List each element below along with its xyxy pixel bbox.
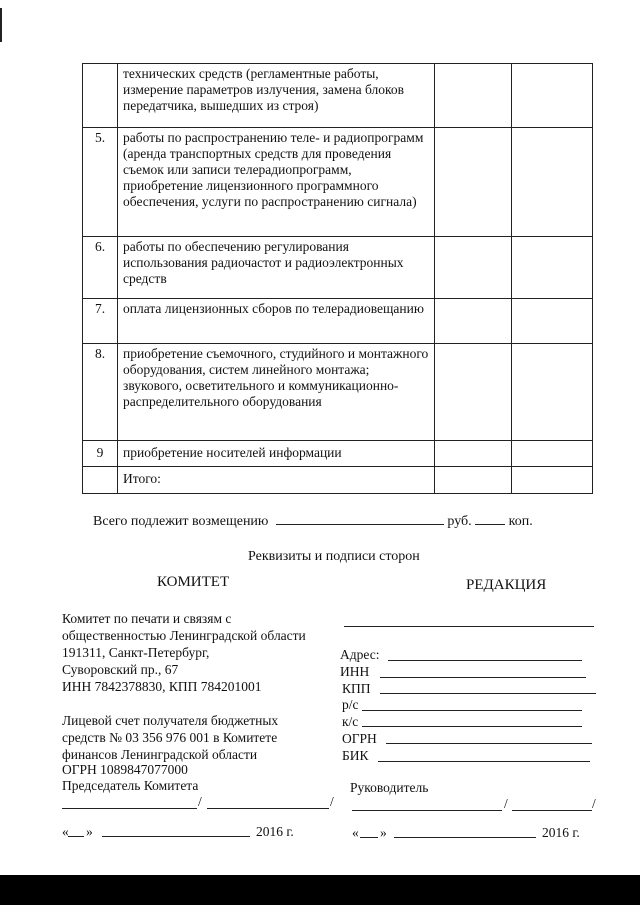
committee-account-line1: Лицевой счет получателя бюджетных <box>62 713 279 728</box>
editorial-rs-label: р/с <box>342 697 359 712</box>
editorial-inn-label: ИНН <box>340 664 370 679</box>
committee-date-close-quote: » <box>86 824 93 839</box>
table-row <box>83 441 593 467</box>
committee-address-line1: 191311, Санкт-Петербург, <box>62 645 210 660</box>
total-kop-blank[interactable] <box>475 512 505 525</box>
total-label: Всего подлежит возмещению <box>93 514 269 529</box>
row-amount-cell <box>512 128 593 237</box>
signature-slash: / <box>592 796 596 811</box>
committee-name-line2: общественностью Ленинградской области <box>62 628 306 643</box>
committee-date-month-line[interactable] <box>102 836 250 837</box>
table-row <box>83 467 593 494</box>
editorial-ks-label: к/с <box>342 714 359 729</box>
editorial-signature-line[interactable] <box>352 810 502 811</box>
requisites-title: Реквизиты и подписи сторон <box>248 549 420 564</box>
table-row <box>83 237 593 299</box>
row-description: оплата лицензионных сборов по телерадиовещанию <box>118 299 435 344</box>
row-amount-cell <box>512 467 593 494</box>
editorial-date-close-quote: » <box>380 825 387 840</box>
signature-slash: / <box>504 796 508 811</box>
row-amount-cell <box>512 299 593 344</box>
editorial-bik-label: БИК <box>342 748 369 763</box>
row-amount-cell <box>512 441 593 467</box>
signature-slash: / <box>198 794 202 809</box>
row-amount-cell <box>435 299 512 344</box>
editorial-date-month-line[interactable] <box>394 837 536 838</box>
row-amount-cell <box>435 64 512 128</box>
total-kop-unit: коп. <box>508 514 533 529</box>
row-number: 8. <box>83 344 118 441</box>
committee-date-open-quote: « <box>62 824 69 839</box>
table-row <box>83 344 593 441</box>
row-amount-cell <box>435 237 512 299</box>
row-description: работы по обеспечению регулирования использования радиочастот и радиоэлектронных средств <box>118 237 435 299</box>
committee-date-day-line[interactable] <box>68 836 84 837</box>
committee-inn-kpp: ИНН 7842378830, КПП 784201001 <box>62 679 262 694</box>
editorial-name-line[interactable] <box>344 626 594 627</box>
row-amount-cell <box>435 344 512 441</box>
row-total-label: Итого: <box>118 467 435 494</box>
table-row <box>83 128 593 237</box>
row-description: приобретение съемочного, студийного и монтажного оборудования, систем линейного монтажа; звукового, осветительного и коммуникационно-распределительного оборудования <box>118 344 435 441</box>
editorial-kpp-label: КПП <box>342 681 371 696</box>
row-number <box>83 64 118 128</box>
editorial-signer-title: Руководитель <box>350 780 429 795</box>
row-number: 6. <box>83 237 118 299</box>
row-number: 5. <box>83 128 118 237</box>
row-number: 7. <box>83 299 118 344</box>
total-rub-unit: руб. <box>447 514 472 529</box>
row-description: приобретение носителей информации <box>118 441 435 467</box>
editorial-address-line[interactable] <box>388 660 582 661</box>
row-number: 9 <box>83 441 118 467</box>
row-amount-cell <box>435 128 512 237</box>
row-amount-cell <box>512 64 593 128</box>
row-amount-cell <box>512 344 593 441</box>
editorial-heading: РЕДАКЦИЯ <box>466 577 547 593</box>
committee-account-line2: средств № 03 356 976 001 в Комитете <box>62 730 278 745</box>
row-description: работы по распространению теле- и радиопрограмм (аренда транспортных средств для проведения съемок или записи телерадиопрограмм, приобретение лицензионного программного обеспечения, услуги по распространению сигнала) <box>118 128 435 237</box>
editorial-date-year: 2016 г. <box>542 825 580 840</box>
scan-bottom-edge <box>0 875 640 905</box>
committee-date-year: 2016 г. <box>256 824 294 839</box>
total-reimbursement-line <box>93 512 533 530</box>
committee-ogrn: ОГРН 1089847077000 <box>62 762 188 777</box>
editorial-ogrn-label: ОГРН <box>342 731 377 746</box>
table-row <box>83 64 593 128</box>
committee-signer-title: Председатель Комитета <box>62 778 199 793</box>
row-amount-cell <box>512 237 593 299</box>
editorial-bik-line[interactable] <box>378 761 590 762</box>
row-amount-cell <box>435 467 512 494</box>
expense-table <box>82 63 593 494</box>
editorial-ks-line[interactable] <box>362 726 582 727</box>
row-number <box>83 467 118 494</box>
scan-edge-mark <box>0 8 2 42</box>
committee-name-line1: Комитет по печати и связям с <box>62 611 232 626</box>
total-rub-blank[interactable] <box>276 512 444 525</box>
committee-account-line3: финансов Ленинградской области <box>62 747 258 762</box>
editorial-ogrn-line[interactable] <box>386 743 592 744</box>
committee-signature-name-line[interactable] <box>207 808 329 809</box>
committee-heading: КОМИТЕТ <box>157 574 230 590</box>
editorial-date-day-line[interactable] <box>360 837 378 838</box>
committee-address-line2: Суворовский пр., 67 <box>62 662 179 677</box>
editorial-signature-name-line[interactable] <box>512 810 592 811</box>
table-row <box>83 299 593 344</box>
editorial-address-label: Адрес: <box>340 647 380 662</box>
editorial-rs-line[interactable] <box>362 710 582 711</box>
row-amount-cell <box>435 441 512 467</box>
editorial-date-open-quote: « <box>352 825 359 840</box>
row-description: технических средств (регламентные работы, измерение параметров излучения, замена блоков передатчика, вышедших из строя) <box>118 64 435 128</box>
signature-slash: / <box>330 794 334 809</box>
editorial-kpp-line[interactable] <box>380 693 596 694</box>
committee-signature-line[interactable] <box>62 808 197 809</box>
editorial-inn-line[interactable] <box>380 677 586 678</box>
